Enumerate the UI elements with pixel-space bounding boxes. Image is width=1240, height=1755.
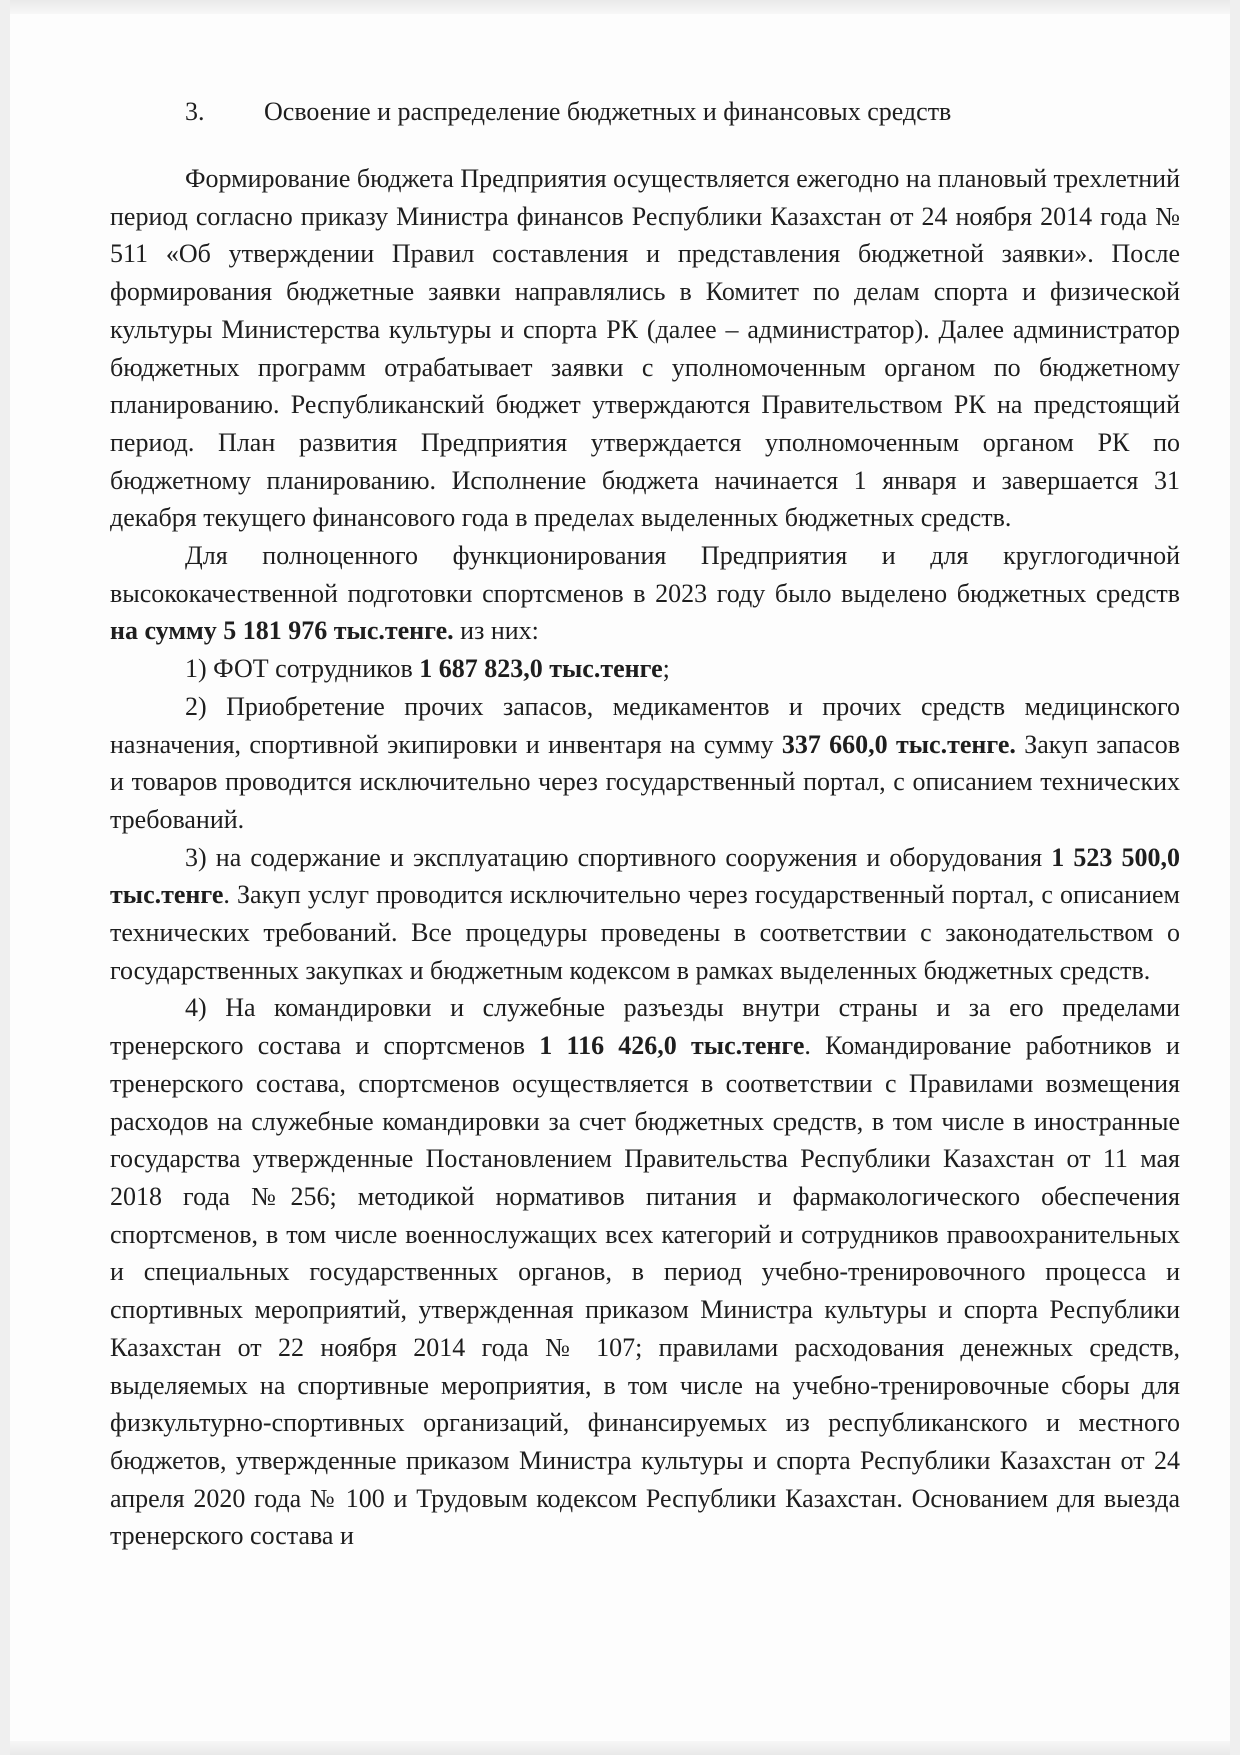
scan-top-edge xyxy=(0,0,1240,14)
payroll-suffix: ; xyxy=(662,654,670,684)
payroll-amount: 1 687 823,0 тыс.тенге xyxy=(419,654,663,684)
travel-amount: 1 116 426,0 тыс.тенге xyxy=(539,1031,805,1061)
maintenance-text: 3) на содержание и эксплуатацию спортивного сооружения и оборудования xyxy=(185,842,1052,872)
supplies-suffix: Закуп запасов и товаров проводится исключительно через государственный портал, с описанием технических требований. xyxy=(110,729,1180,834)
maintenance-suffix: . Закуп услуг проводится исключительно через государственный портал, с описанием технических требований. Все процедуры проведены в соответствии с законодательством о государственных закупках и бюджетным кодексом в рамках выделенных бюджетных средств. xyxy=(110,880,1180,985)
list-item-maintenance xyxy=(110,839,1180,990)
travel-suffix: . Командирование работников и тренерского состава, спортсменов осуществляется в соответствии с Правилами возмещения расходов на служебные командировки за счет бюджетных средств, в том числе в иностранные государства утвержденные Постановлением Правительства Республики Казахстан от 11 мая 2018 года №256; методикой нормативов питания и фармакологического обеспечения спортсменов, в том числе военнослужащих всех категорий и сотрудников правоохранительных и специальных государственных органов, в период учебно-тренировочного процесса и спортивных мероприятий, утвержденная приказом Министра культуры и спорта Республики Казахстан от 22 ноября 2014 года № 107; правилами расходования денежных средств, выделяемых на спортивные мероприятия, в том числе на учебно-тренировочные сборы для физкультурно-спортивных организаций, финансируемых из республиканского и местного бюджетов, утвержденные приказом Министра культуры и спорта Республики Казахстан от 24 апреля 2020 года № 100 и Трудовым кодексом Республики Казахстан. Основанием для выезда тренерского состава и xyxy=(110,1031,1180,1551)
allocation-total: на сумму 5 181 976 тыс.тенге. xyxy=(110,616,454,646)
paragraph-budget-formation: Формирование бюджета Предприятия осуществляется ежегодно на плановый трехлетний период согласно приказу Министра финансов Республики Казахстан от 24 ноября 2014 года № 511 «Об утверждении Правил составления и представления бюджетной заявки». После формирования бюджетные заявки направлялись в Комитет по делам спорта и физической культуры Министерства культуры и спорта РК (далее – администратор). Далее администратор бюджетных программ отрабатывает заявки с уполномоченным органом по бюджетному планированию. Республиканский бюджет утверждаются Правительством РК на предстоящий период. План развития Предприятия утверждается уполномоченным органом РК по бюджетному планированию. Исполнение бюджета начинается 1 января и завершается 31 декабря текущего финансового года в пределах выделенных бюджетных средств. xyxy=(110,164,1180,533)
allocation-text: Для полноценного функционирования Предприятия и для круглогодичной высококачественной подготовки спортсменов в 2023 году было выделено бюджетных средств xyxy=(110,541,1180,608)
section-heading xyxy=(110,94,1180,130)
maintenance-amount: 1 523 500,0 тыс.тенге xyxy=(110,842,1181,910)
travel-text: 4) На командировки и служебные разъезды внутри страны и за его пределами тренерского состава и спортсменов xyxy=(110,993,1180,1061)
allocation-suffix: из них: xyxy=(453,616,539,646)
list-item-travel xyxy=(110,989,1180,1555)
list-item-payroll xyxy=(110,650,1180,688)
payroll-text: 1) ФОТ сотрудников xyxy=(185,654,420,684)
supplies-text: 2) Приобретение прочих запасов, медикаментов и прочих средств медицинского назначения, спортивной экипировки и инвентаря на сумму xyxy=(110,691,1180,759)
supplies-amount: 337 660,0 тыс.тенге. xyxy=(781,729,1016,759)
list-item-supplies xyxy=(110,688,1180,839)
scan-bottom-edge xyxy=(0,1741,1240,1755)
scan-right-edge xyxy=(1230,0,1240,1755)
scan-left-edge xyxy=(0,0,10,1755)
section-title: Освоение и распределение бюджетных и финансовых средств xyxy=(264,97,952,126)
section-number: 3. xyxy=(185,97,205,126)
paragraph-budget-allocation xyxy=(110,537,1180,650)
